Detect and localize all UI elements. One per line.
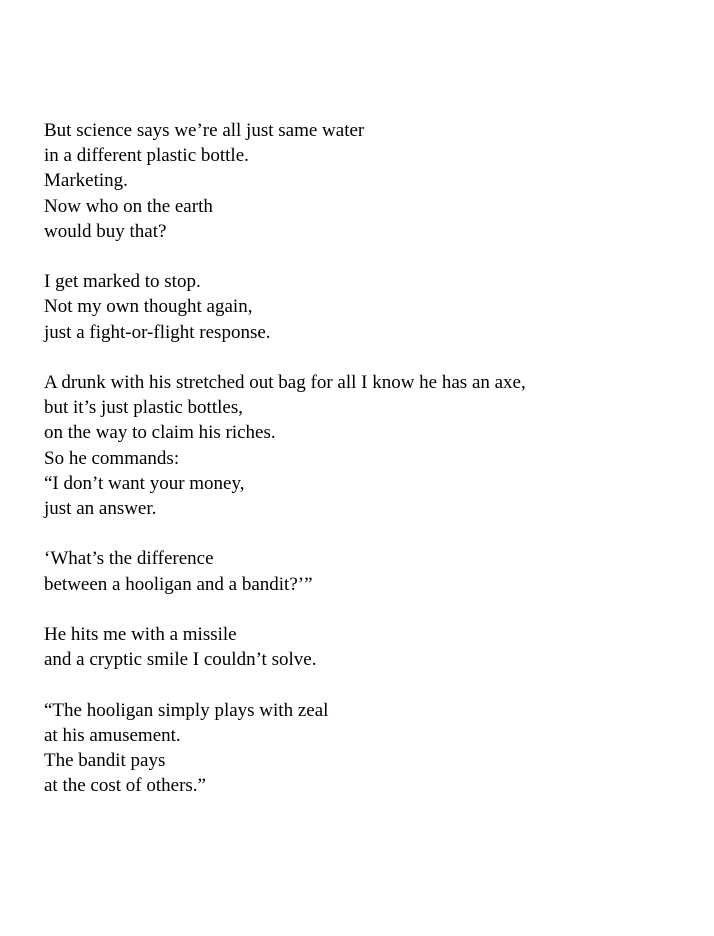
stanza-5 xyxy=(44,622,694,672)
poem-line: on the way to claim his riches. xyxy=(44,422,276,444)
poem-line: I get marked to stop. xyxy=(44,271,201,293)
poem-line: just an answer. xyxy=(44,498,157,520)
poem-line: just a fight-or-flight response. xyxy=(44,321,271,343)
stanza-1 xyxy=(44,118,694,244)
poem-line: at his amusement. xyxy=(44,724,181,746)
poem-line: would buy that? xyxy=(44,220,167,242)
poem-line: but it’s just plastic bottles, xyxy=(44,397,243,419)
poem-line: at the cost of others.” xyxy=(44,775,206,797)
stanza-6 xyxy=(44,698,694,799)
poem-line: A drunk with his stretched out bag for all I know he has an axe, xyxy=(44,372,526,393)
poem-line: He hits me with a missile xyxy=(44,624,237,645)
poem-line: between a hooligan and a bandit?’” xyxy=(44,573,313,595)
poem-line: “I don’t want your money, xyxy=(44,472,245,494)
poem-line: So he commands: xyxy=(44,447,180,469)
stanza-4 xyxy=(44,546,694,596)
poem-line: But science says we’re all just same water xyxy=(44,120,365,141)
stanza-3 xyxy=(44,370,694,521)
poem-page xyxy=(44,118,694,824)
poem-line: Now who on the earth xyxy=(44,195,213,217)
poem-line: “The hooligan simply plays with zeal xyxy=(44,699,329,721)
poem-line: in a different plastic bottle. xyxy=(44,145,249,167)
poem-line: Marketing. xyxy=(44,170,128,192)
stanza-2 xyxy=(44,269,694,345)
poem-line: ‘What’s the difference xyxy=(44,548,214,570)
poem-line: and a cryptic smile I couldn’t solve. xyxy=(44,649,317,671)
poem-line: The bandit pays xyxy=(44,750,166,771)
poem-line: Not my own thought again, xyxy=(44,296,253,318)
